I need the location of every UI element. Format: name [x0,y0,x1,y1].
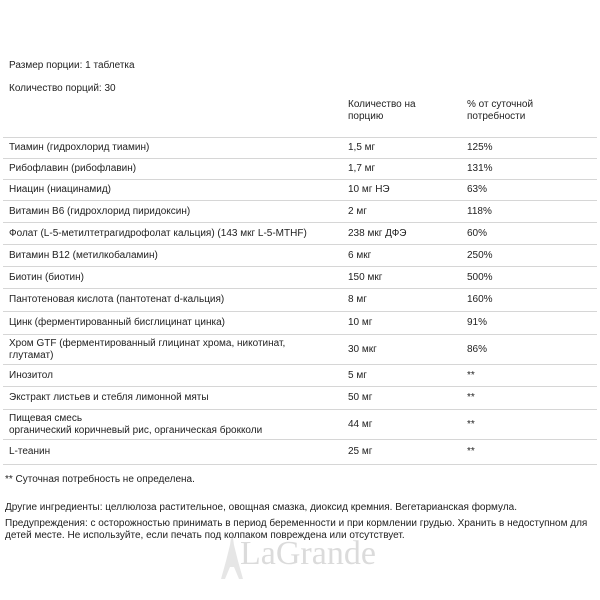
daily-value-percent: 500% [467,271,493,283]
nutrient-name [9,387,339,409]
nutrient-name [9,312,339,334]
amount-per-serving: 1,7 мг [348,163,376,174]
nutrient-name [9,245,339,266]
amount-per-serving: 150 мкг [348,271,383,283]
nutrient-name-line1: Биотин (биотин) [9,271,84,283]
daily-value-percent: 131% [467,163,493,174]
nutrient-name-line1: Экстракт листьев и стебля лимонной мяты [9,392,209,403]
nutrient-name-line1: Хром GTF (ферментированный глицинат хрома, никотинат, [9,337,286,349]
nutrient-name [9,180,339,200]
nutrient-name-line1: Пантотеновая кислота (пантотенат d-кальция) [9,294,225,305]
nutrient-name [9,410,339,439]
daily-value-percent: 118% [467,205,492,217]
other-ingredients: Другие ингредиенты: целлюлоза растительное, овощная смазка, диоксид кремния. Вегетарианская формула. [5,502,517,513]
nutrient-name [9,223,339,244]
daily-value-percent: ** [467,369,475,381]
row-divider [3,464,597,465]
table-row [0,312,600,334]
table-row [0,289,600,311]
nutrient-name [9,289,339,311]
daily-value-percent: 63% [467,184,488,195]
amount-per-serving: 6 мкг [348,249,372,261]
nutrient-name-line1: Рибофлавин (рибофлавин) [9,163,137,174]
amount-per-serving: 50 мг [348,392,373,403]
watermark-text: LaGrande [240,535,376,572]
table-row [0,245,600,266]
table-row [0,180,600,200]
lagrande-watermark-logo [212,527,412,587]
table-header [0,99,600,137]
amount-per-serving: 2 мг [348,205,367,217]
table-row [0,440,600,464]
table-row [0,223,600,244]
amount-header-line1: Количество на [348,99,416,110]
amount-header-line2: порцию [348,111,384,122]
servings-count: Количество порций: 30 [9,83,116,94]
amount-per-serving: 1,5 мг [348,142,376,153]
nutrient-name [9,335,339,364]
table-row [0,410,600,439]
daily-value-percent: 91% [467,317,488,328]
amount-per-serving: 10 мг НЭ [348,184,390,195]
amount-per-serving: 5 мг [348,369,367,381]
nutrient-name-line1: Ниацин (ниацинамид) [9,184,112,195]
dv-header-line1: % от суточной [467,99,534,110]
nutrient-name [9,440,339,464]
table-row [0,267,600,288]
dv-header-line2: потребности [467,111,526,122]
table-row [0,138,600,158]
daily-value-percent: 86% [467,343,488,355]
nutrient-name [9,138,339,158]
nutrient-name-line1: L-теанин [9,446,51,457]
nutrient-name [9,365,339,386]
amount-per-serving: 25 мг [348,446,373,457]
serving-size: Размер порции: 1 таблетка [9,60,135,71]
nutrient-name [9,159,339,179]
nutrient-name-line1: Цинк (ферментированный бисглицинат цинка) [9,317,225,328]
nutrient-name [9,267,339,288]
daily-value-percent: 60% [467,227,488,239]
amount-per-serving: 10 мг [348,317,373,328]
nutrient-name-line1: Тиамин (гидрохлорид тиамин) [9,142,150,153]
table-row [0,335,600,364]
daily-value-percent: ** [467,418,475,430]
daily-value-percent: 250% [467,249,493,261]
amount-header [348,99,416,123]
nutrient-name [9,201,339,222]
nutrient-name-line1: Витамин В6 (гидрохлорид пиридоксин) [9,205,191,217]
nutrient-name-line1: Фолат (L-5-метилтетрагидрофолат кальция) (143 мкг L-5-MTHF) [9,227,307,239]
table-row [0,159,600,179]
table-row [0,387,600,409]
nutrient-name-line1: Витамин В12 (метилкобаламин) [9,249,158,261]
table-row [0,201,600,222]
daily-value-percent: 160% [467,294,493,305]
amount-per-serving: 44 мг [348,418,373,430]
amount-per-serving: 30 мкг [348,343,377,355]
nutrient-name-line1: Пищевая смесь [9,412,83,424]
daily-value-percent: ** [467,446,475,457]
footnote-not-established: ** Суточная потребность не определена. [5,474,195,485]
nutrient-name-line1: Инозитол [9,369,53,381]
table-row [0,365,600,386]
amount-per-serving: 8 мг [348,294,367,305]
dv-header [467,99,533,123]
amount-per-serving: 238 мкг ДФЭ [348,227,407,239]
nutrient-name-line2: органический коричневый рис, органическая брокколи [9,424,263,436]
warnings: Предупреждения: с осторожностью принимать в период беременности и при кормлении грудью. Хранить в недоступном для детей месте. Не используйте, если печать под колпаком повреждена или отсутствует. [5,518,588,541]
daily-value-percent: 125% [467,142,493,153]
daily-value-percent: ** [467,392,475,403]
nutrient-name-line2: глутамат) [9,349,54,361]
